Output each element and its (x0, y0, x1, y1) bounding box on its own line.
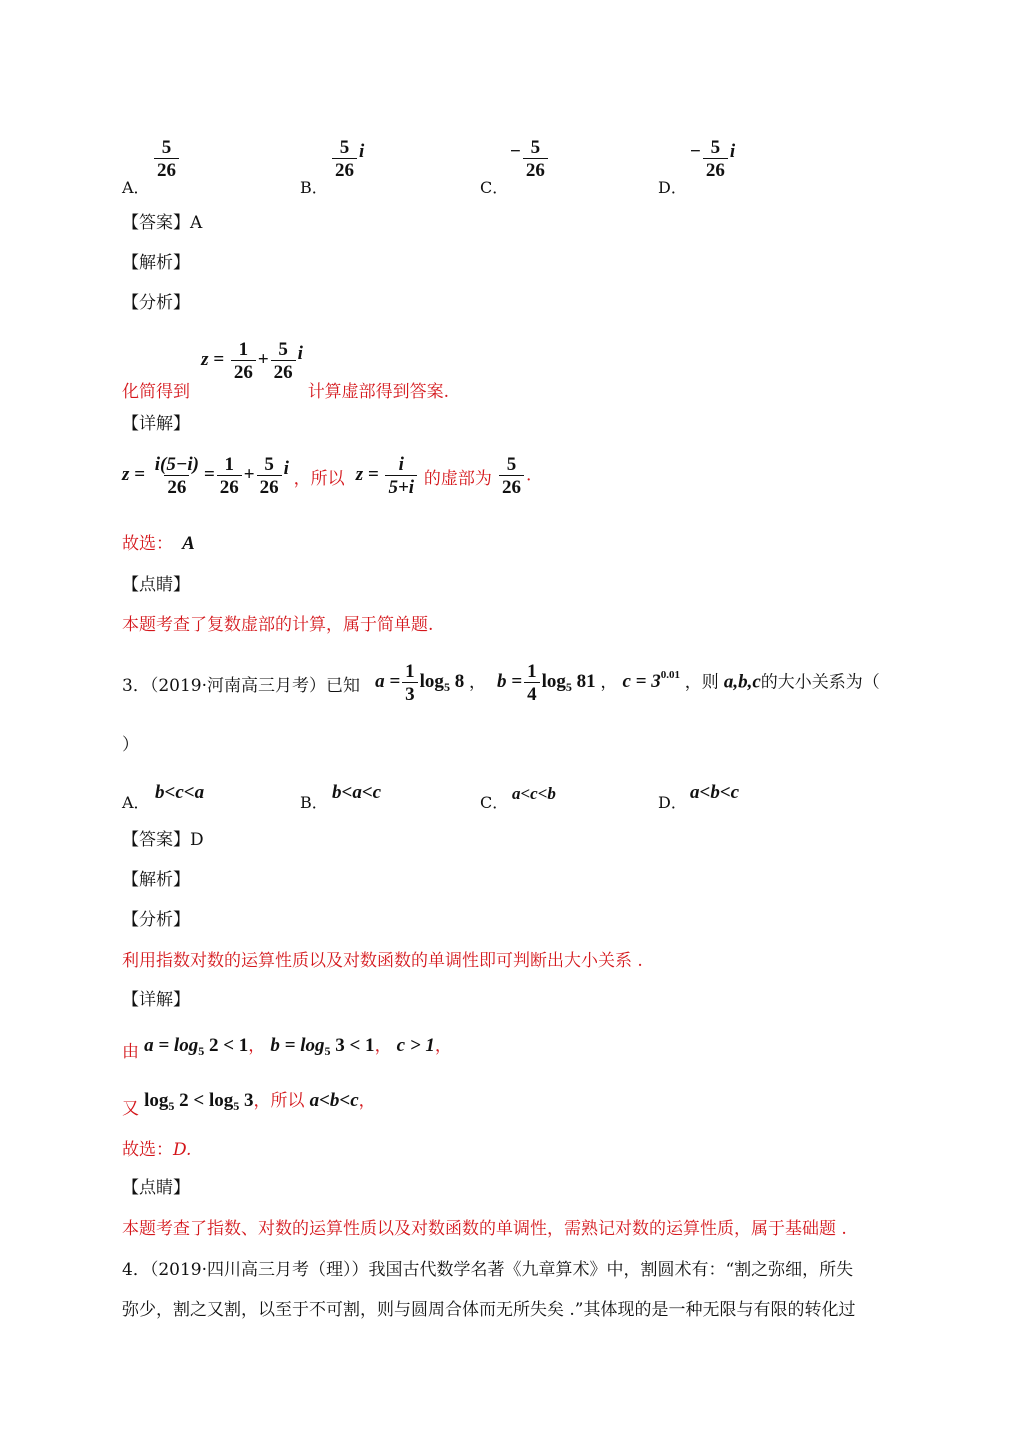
q3-option-a-label: A． (122, 793, 150, 812)
q4-stem-line-2: 弥少，割之又割，以至于不可割，则与圆周合体而无所失矣 .”其体现的是一种无限与有限的转化过 (122, 1300, 856, 1320)
q2-fenxi-line: 化简得到 z = $\frac{1}{26}$ + $\frac{5}{26}$ i 计算虚部得到答案. (122, 339, 450, 403)
q2-option-d-value: − $\frac{5}{26}$ i (690, 137, 736, 181)
q3-detail-line-1: 由 $a = \log_5 2 < 1$， $b = \log_5 3 < 1$， c > 1， (122, 1035, 452, 1062)
q2-option-b-label: B． (300, 178, 328, 197)
q3-fenxi-text: 利用指数对数的运算性质以及对数函数的单调性即可判断出大小关系 . (122, 951, 643, 971)
q2-dianjing-heading: 【点睛】 (122, 575, 190, 595)
q2-option-a-label: A． (122, 178, 150, 197)
q2-guxuan-line: 故选： A (122, 533, 195, 554)
q3-detail-line-2: 又 $\log_5 2 < \log_5 3$，所以 a<b<c， (122, 1090, 376, 1119)
q2-answer: 【答案】A (122, 213, 203, 233)
q3-option-d-label: D． (658, 793, 687, 812)
q2-fenxi-formula: z = $\frac{1}{26}$ + $\frac{5}{26}$ i (201, 339, 303, 383)
q4-stem-line-1: 4．（2019·四川高三月考（理））我国古代数学名著《九章算术》中，割圆术有：“割之弥细，所失 (122, 1260, 854, 1280)
q3-xiangjie-heading: 【详解】 (122, 990, 190, 1010)
q2-option-d-label: D． (658, 178, 687, 197)
q2-detail-line: z = $\frac{i(5-i)}{26}$ = $\frac{1}{26}$ + $\frac{5}{26}$ i ，所以 z = $\frac{i}{5+i}$ 的虚部为 $\frac{5}{26}$ . (122, 454, 532, 498)
q3-stem: 3．（2019·河南高三月考）已知 a = $\frac{1}{3}$ $\log_5 8$ ， b = $\frac{1}{4}$ $\log_5 81$ ， $c = 3^{0.01}$ ，则 a,b,c的大小关系为（ (122, 661, 880, 705)
q2-fenxi-heading: 【分析】 (122, 293, 190, 313)
q3-comment: 本题考查了指数、对数的运算性质以及对数函数的单调性，需熟记对数的运算性质，属于基础题 . (122, 1219, 847, 1239)
q2-z-formula: z = $\frac{i}{5+i}$ (356, 464, 424, 485)
q3-option-c-value: a<c<b (512, 784, 556, 803)
q3-c-def: $c = 3^{0.01}$ (622, 669, 680, 693)
q3-answer: 【答案】D (122, 830, 204, 850)
q2-result: $\frac{5}{26}$ (497, 464, 526, 485)
q3-option-d-value: a<b<c (690, 782, 740, 803)
q2-option-b-value: $\frac{5}{26}$ i (330, 138, 364, 180)
q3-stem-close: ） (122, 735, 139, 755)
q2-option-c-label: C． (480, 178, 509, 197)
q2-option-c-value: − $\frac{5}{26}$ (510, 138, 550, 180)
q2-comment: 本题考查了复数虚部的计算，属于简单题. (122, 615, 434, 635)
q2-detail-formula: z = $\frac{i(5-i)}{26}$ = $\frac{1}{26}$ + $\frac{5}{26}$ i (122, 454, 289, 498)
q3-guxuan-line: 故选：D. (122, 1140, 192, 1160)
q2-xiangjie-heading: 【详解】 (122, 414, 190, 434)
q3-option-b-value: b<a<c (332, 782, 382, 803)
q3-fenxi-heading: 【分析】 (122, 910, 190, 930)
q3-dianjing-heading: 【点睛】 (122, 1178, 190, 1198)
q3-option-c-label: C． (480, 793, 509, 812)
q3-jiexi-heading: 【解析】 (122, 870, 190, 890)
q3-a-def: a = $\frac{1}{3}$ $\log_5 8$ (375, 661, 465, 705)
q2-jiexi-heading: 【解析】 (122, 253, 190, 273)
q2-option-a-value: $\frac{5}{26}$ (152, 138, 181, 180)
q3-option-a-value: b<c<a (155, 782, 205, 803)
q3-b-def: b = $\frac{1}{4}$ $\log_5 81$ (497, 661, 596, 705)
q3-option-b-label: B． (300, 793, 328, 812)
